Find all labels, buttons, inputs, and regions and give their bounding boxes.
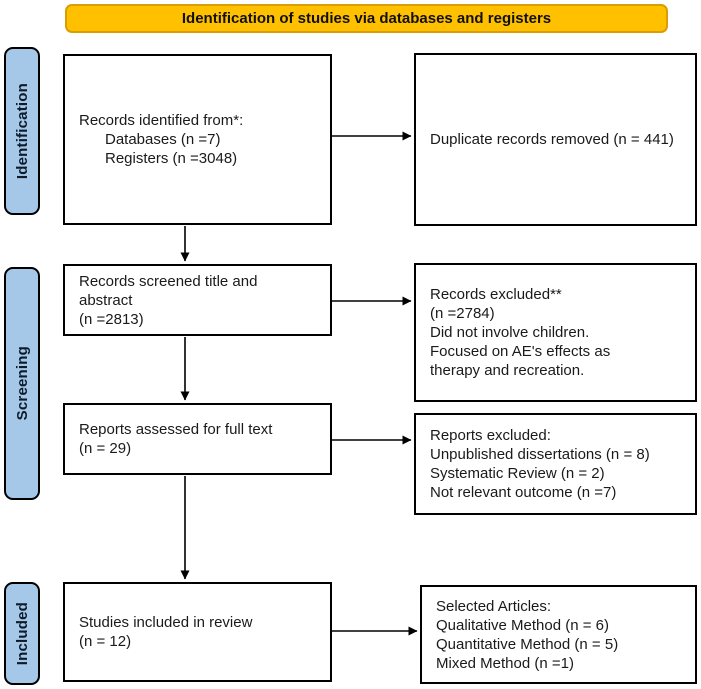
box-studies-included [63,582,332,682]
stage-label-identification: Identification [13,82,31,180]
box-text-line: (n = 29) [79,440,132,457]
box-selected-articles [420,585,697,684]
box-text-line: Unpublished dissertations (n = 8) [430,446,650,463]
stage-band-included [4,582,40,685]
box-text-line: therapy and recreation. [430,362,585,379]
box-records-excluded [414,263,697,402]
stage-band-screening [4,267,40,500]
box-text-line: Reports assessed for full text [79,421,273,438]
stage-label-screening: Screening [13,346,31,421]
box-text-line: Registers (n =3048) [105,150,238,167]
box-text-line: Quantitative Method (n = 5) [436,635,619,653]
box-records-screened [63,264,332,336]
box-text-line: abstract [79,291,133,309]
box-text-line: Mixed Method (n =1) [436,654,574,672]
box-text-line: Selected Articles: [436,597,552,615]
diagram-title: Identification of studies via databases and registers [181,10,552,27]
box-text-line: Focused on AE's effects as [430,343,611,360]
box-text-line: Records identified from*: [79,112,244,129]
diagram-title-banner [65,4,668,33]
box-text-line: Records screened title and [79,272,258,290]
box-duplicate-records-removed [414,53,697,226]
box-text-line: Qualitative Method (n = 6) [436,616,610,634]
stage-band-identification [4,47,40,215]
box-records-identified [63,54,332,225]
box-text-line: Did not involve children. [430,324,590,341]
box-text-line: Studies included in review [79,614,253,631]
box-text-line: Records excluded** [430,286,562,303]
box-text-line: (n =2784) [430,305,495,322]
box-text-line: (n =2813) [79,310,144,328]
box-text-line: Not relevant outcome (n =7) [430,484,617,501]
stage-label-included: Included [13,601,31,666]
box-reports-assessed [63,403,332,475]
box-reports-excluded [414,413,697,515]
box-text-line: Databases (n =7) [105,131,221,148]
box-text-line: (n = 12) [79,633,132,650]
box-text-line: Systematic Review (n = 2) [430,465,605,482]
box-text: Duplicate records removed (n = 441) [430,131,674,148]
box-text-line: Reports excluded: [430,427,551,444]
